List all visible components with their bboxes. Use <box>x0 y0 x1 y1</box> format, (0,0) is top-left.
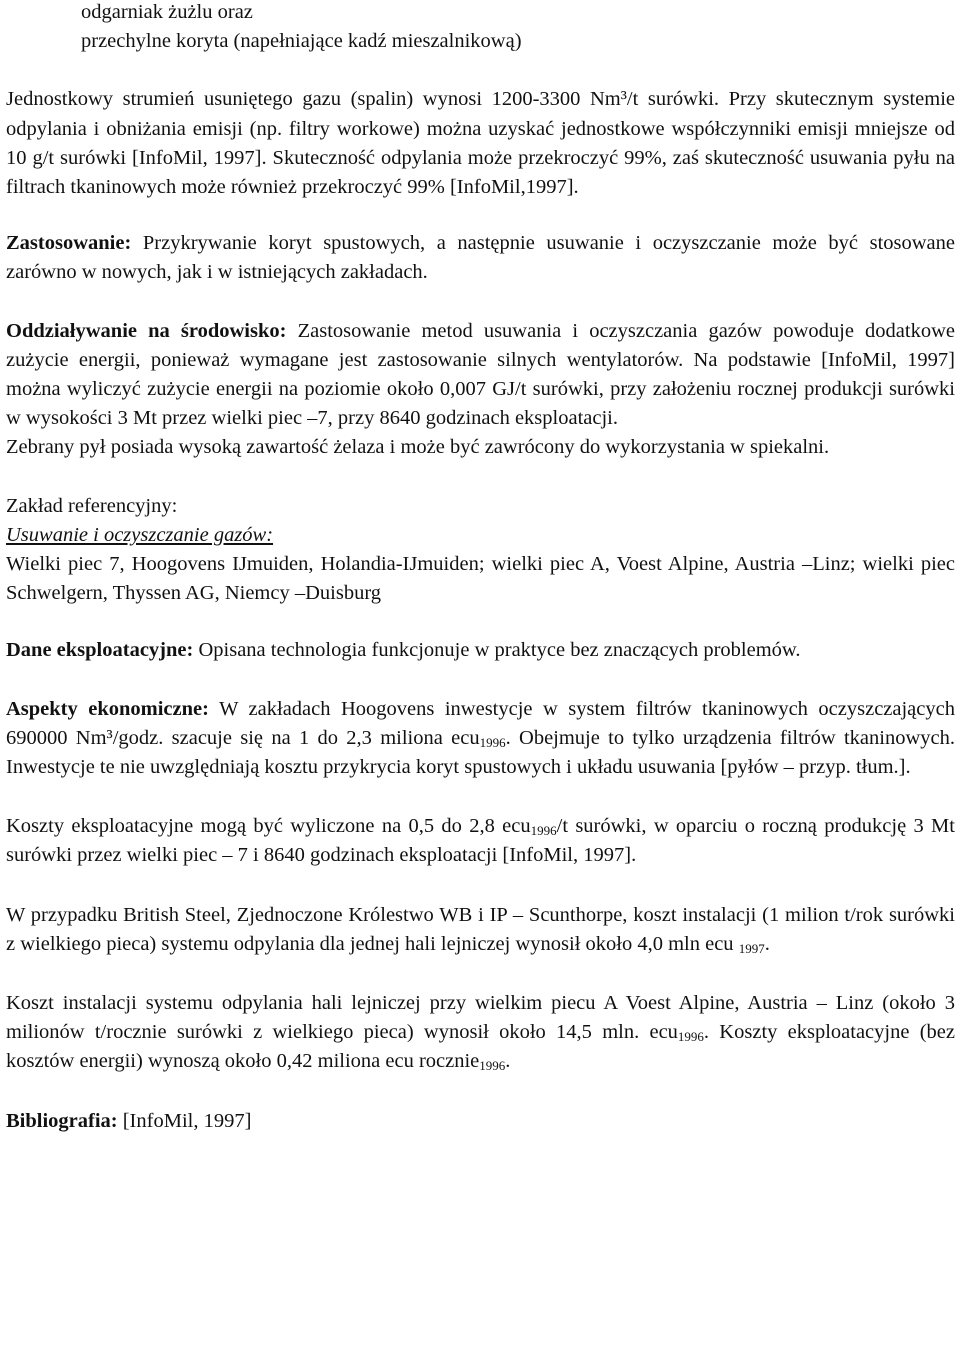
voest-sub-year-b: 1996 <box>479 1058 506 1074</box>
environment-label: Oddziaływanie na środowisko: <box>6 319 287 342</box>
paragraph-application <box>6 229 955 287</box>
operational-label: Dane eksploatacyjne: <box>6 639 194 662</box>
british-text-a: W przypadku British Steel, Zjednoczone Królestwo WB i IP – Scunthorpe, koszt instalacji (1 milion t/rok surówki z wielkiego pieca) systemu odpylania dla jednej hali lejniczej wynosił około 4,0 mln ecu <box>6 903 955 955</box>
operational-text: Opisana technologia funkcjonuje w praktyce bez znaczących problemów. <box>193 639 801 662</box>
list-line-slag-skimmer: odgarniak żużlu oraz <box>81 1 253 23</box>
paragraph-voest-alpine <box>6 989 955 1077</box>
costs-text-b: /t surówki, w oparciu o roczną produkcję 3 Mt surówki przez wielki piec – 7 i 8640 godzinach eksploatacji [InfoMil, 1997]. <box>6 815 955 867</box>
paragraph-bibliography <box>6 1107 955 1136</box>
paragraph-operational <box>6 636 955 665</box>
costs-text-a: Koszty eksploatacyjne mogą być wyliczone na 0,5 do 2,8 ecu <box>6 815 531 838</box>
voest-sub-year-a: 1996 <box>677 1029 704 1045</box>
british-text-b: . <box>764 932 770 955</box>
voest-text-c: . <box>505 1050 511 1073</box>
document-page <box>6 0 955 1136</box>
list-line-tilting-runners: przechylne koryta (napełniające kadź mieszalnikową) <box>81 30 522 53</box>
economic-label: Aspekty ekonomiczne: <box>6 697 209 720</box>
application-text: Przykrywanie koryt spustowych, a następnie usuwanie i oczyszczanie może być stosowane zarówno w nowych, jak i w istniejących zakładach. <box>6 232 955 284</box>
reference-subheading <box>6 521 955 550</box>
paragraph-environment-dust: Zebrany pył posiada wysoką zawartość żelaza i może być zawrócony do wykorzystania w spiekalni. <box>6 436 830 459</box>
economic-text-a: W zakładach Hoogovens inwestycje w system filtrów tkaninowych oczyszczających 690000 Nm³/godz. szacuje się na 1 do 2,3 miliona ecu <box>6 697 955 749</box>
environment-text: Zastosowanie metod usuwania i oczyszczania gazów powoduje dodatkowe zużycie energii, ponieważ wymagane jest zastosowanie silnych wentylatorów. Na podstawie [InfoMil, 1997] można wyliczyć zużycie energii na poziomie około 0,007 GJ/t surówki, przy założeniu rocznej produkcji surówki w wysokości 3 Mt przez wielki piec –7, przy 8640 godzinach eksploatacji. <box>6 319 956 430</box>
paragraph-emission: Jednostkowy strumień usuniętego gazu (spalin) wynosi 1200-3300 Nm³/t surówki. Przy skutecznym systemie odpylania i obniżania emisji (np. filtry workowe) można uzyskać jednostkowe współczynniki emisji mniejsze od 10 g/t surówki [InfoMil, 1997]. Skuteczność odpylania może przekroczyć 99%, zaś skuteczność usuwania pyłu na filtrach tkaninowych może również przekroczyć 99% [InfoMil,1997]. <box>6 88 955 199</box>
paragraph-economic <box>6 695 955 783</box>
bibliography-text: [InfoMil, 1997] <box>117 1109 252 1132</box>
application-label: Zastosowanie: <box>6 232 132 255</box>
bibliography-label: Bibliografia: <box>6 1109 118 1132</box>
reference-plants: Wielki piec 7, Hoogovens IJmuiden, Holandia-IJmuiden; wielki piec A, Voest Alpine, Austria –Linz; wielki piec Schwelgern, Thyssen AG, Niemcy –Duisburg <box>6 553 955 605</box>
economic-sub-year: 1996 <box>479 734 506 750</box>
voest-text-b: . Koszty eksploatacyjne (bez kosztów energii) wynoszą około 0,42 miliona ecu rocznie <box>6 1021 955 1073</box>
reference-subheading-text: Usuwanie i oczyszczanie gazów: <box>6 523 274 546</box>
british-sub-year: 1997 <box>738 940 765 956</box>
reference-heading: Zakład referencyjny: <box>6 494 178 517</box>
paragraph-environment <box>6 317 955 434</box>
voest-text-a: Koszt instalacji systemu odpylania hali lejniczej przy wielkim piecu A Voest Alpine, Austria – Linz (około 3 milionów t/rocznie surówki z wielkiego pieca) wynosił około 14,5 mln. ecu <box>6 992 955 1044</box>
costs-sub-year: 1996 <box>530 823 557 839</box>
paragraph-costs <box>6 812 955 870</box>
paragraph-british-steel <box>6 901 955 959</box>
economic-text-b: . Obejmuje to tylko urządzenia filtrów tkaninowych. Inwestycje te nie uwzględniają kosztu przykrycia koryt spustowych i układu usuwania [pyłów – przyp. tłum.]. <box>6 726 955 779</box>
